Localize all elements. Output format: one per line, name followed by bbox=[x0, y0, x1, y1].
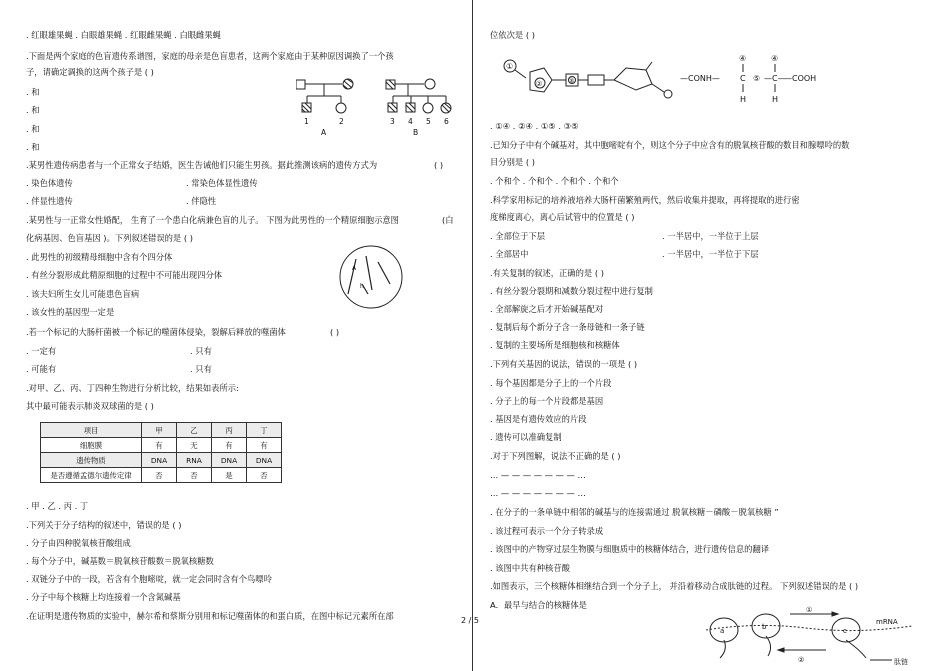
table-header: 丁 bbox=[247, 423, 282, 438]
text-line: 其中最可能表示肺炎双球菌的是 ( ) bbox=[26, 401, 154, 411]
pedigree-num: 4 bbox=[408, 117, 413, 126]
option: . 该图中共有种核苷酸 bbox=[490, 563, 570, 573]
table-cell: 否 bbox=[247, 468, 282, 483]
option: . 和 bbox=[26, 105, 40, 115]
option: . 每个分子中，碱基数＝脱氧核苷酸数＝脱氧核糖数 bbox=[26, 556, 214, 566]
question-line: .某男性与一正常女性婚配， 生育了一个患白化病兼色盲的儿子。 下图为此男性的一个精原细胞示意图 bbox=[26, 215, 399, 225]
question-line: .在证明是遗传物质的实验中，赫尔希和蔡斯分别用和标记噬菌体的和蛋白质，在图中标记元素所在部 bbox=[26, 611, 394, 621]
struct-label: ① bbox=[506, 62, 514, 71]
table-cell: 遗传物质 bbox=[41, 453, 142, 468]
option: . 复制后每个新分子含一条母链和一条子链 bbox=[490, 322, 645, 332]
option: . 该女性的基因型一定是 bbox=[26, 307, 115, 317]
text-line: 度梯度离心，离心后试管中的位置是 ( ) bbox=[490, 212, 635, 222]
table-cell: 是否遵循孟德尔遗传定律 bbox=[41, 468, 142, 483]
option: A．最早与结合的核糖体是 bbox=[490, 600, 587, 610]
option: . 和 bbox=[26, 124, 40, 134]
table-cell: 无 bbox=[177, 438, 212, 453]
question-line: .某男性遗传病患者与一个正常女子结婚，医生告诫他们只能生男孩。据此推测该病的遗传方式为 bbox=[26, 160, 378, 170]
struct-formula: C bbox=[740, 74, 746, 83]
table-header: 甲 bbox=[142, 423, 177, 438]
option: . 伴显性遗传 bbox=[26, 196, 73, 206]
struct-formula: —CONH— bbox=[680, 74, 720, 83]
table-header: 乙 bbox=[177, 423, 212, 438]
pedigree-num: 5 bbox=[426, 117, 431, 126]
struct-formula: —C— bbox=[764, 74, 786, 83]
option: . 该图中的产物穿过层生物膜与细胞质中的核糖体结合，进行遗传信息的翻译 bbox=[490, 544, 770, 554]
option: . 有丝分裂分裂期和减数分裂过程中进行复制 bbox=[490, 286, 653, 296]
table-cell: 否 bbox=[142, 468, 177, 483]
option: . 甲 . 乙 . 丙 . 丁 bbox=[26, 501, 89, 511]
table-cell: 有 bbox=[142, 438, 177, 453]
table-row bbox=[41, 423, 282, 438]
option: . 此男性的初级精母细胞中含有个四分体 bbox=[26, 252, 173, 262]
option: . 一半居中，一半位于下层 bbox=[662, 249, 759, 259]
struct-label: ④ bbox=[739, 54, 747, 63]
option: . 全部解旋之后才开始碱基配对 bbox=[490, 304, 604, 314]
option: . 个和个 . 个和个 . 个和个 . 个和个 bbox=[490, 176, 619, 186]
table-row bbox=[41, 453, 282, 468]
struct-formula: H bbox=[740, 95, 747, 104]
table-cell: RNA bbox=[177, 453, 212, 468]
pedigree-label: A bbox=[321, 128, 327, 137]
option: . 双链分子中的一段，若含有个胞嘧啶，就一定会同时含有个鸟嘌呤 bbox=[26, 574, 272, 584]
question-line: .对于下列图解，说法不正确的是 ( ) bbox=[490, 451, 621, 461]
option: . 该过程可表示一个分子转录成 bbox=[490, 526, 604, 536]
option: . 染色体遗传 bbox=[26, 178, 73, 188]
option: . 可能有 bbox=[26, 364, 57, 374]
option: . 复制的主要场所是细胞核和核糖体 bbox=[490, 340, 620, 350]
svg-text:h: h bbox=[360, 283, 364, 290]
option: . 只有 bbox=[190, 346, 212, 356]
table-row bbox=[41, 438, 282, 453]
option: . ①④ . ②④ . ①⑤ . ③⑤ bbox=[490, 121, 579, 131]
ribo-label: 肽链 bbox=[894, 658, 908, 666]
answer-paren: ( ) bbox=[434, 160, 444, 170]
question-line: .对甲、乙、丙、丁四种生物进行分析比较，结果如表所示: bbox=[26, 383, 239, 393]
struct-formula: H bbox=[772, 95, 779, 104]
table-cell: DNA bbox=[212, 453, 247, 468]
organism-table bbox=[40, 422, 282, 483]
page-number: 2 / 5 bbox=[461, 616, 479, 625]
question-line: .下列关于分子结构的叙述中，错误的是 ( ) bbox=[26, 520, 182, 530]
question-line: .下面是两个家庭的色盲遗传系谱图，家庭的母亲是色盲患者，这两个家庭由于某种原因调换了一个孩 bbox=[26, 51, 394, 61]
answer-paren: ( ) bbox=[330, 327, 340, 337]
option: . 伴隐性 bbox=[186, 196, 217, 206]
table-cell: 细胞膜 bbox=[41, 438, 142, 453]
pedigree-num: 3 bbox=[390, 117, 395, 126]
table-header: 项目 bbox=[41, 423, 142, 438]
question-line: .如图表示，三个核糖体相继结合到一个分子上， 并沿着移动合成肽链的过程。 下列叙述错误的是 ( ) bbox=[490, 581, 859, 591]
option: . 有丝分裂形成此精原细胞的过程中不可能出现四分体 bbox=[26, 270, 223, 280]
question-line: .有关复制的叙述，正确的是 ( ) bbox=[490, 268, 604, 278]
question-line: .若一个标记的大肠杆菌被一个标记的噬菌体侵染，裂解后释放的噬菌体 bbox=[26, 327, 286, 337]
option: . 分子由四种脱氧核苷酸组成 bbox=[26, 538, 131, 548]
table-cell: DNA bbox=[142, 453, 177, 468]
ribo-label: b bbox=[762, 623, 767, 631]
table-header: 丙 bbox=[212, 423, 247, 438]
option: . 和 bbox=[26, 142, 40, 152]
option: . 分子上的每一个片段都是基因 bbox=[490, 396, 604, 406]
text-line: 子，请确定调换的这两个孩子是 ( ) bbox=[26, 67, 154, 77]
text-line: 位依次是 ( ) bbox=[490, 30, 535, 40]
column-divider bbox=[472, 0, 473, 671]
ribosome-figure bbox=[706, 604, 912, 668]
pedigree-figure bbox=[296, 72, 456, 138]
structure-figure bbox=[496, 50, 856, 110]
option: . 全部居中 bbox=[490, 249, 529, 259]
table-cell: 是 bbox=[212, 468, 247, 483]
pedigree-num: 6 bbox=[444, 117, 449, 126]
option: . 一半居中，一半位于上层 bbox=[662, 231, 759, 241]
text-line: 化病基因、色盲基因 )。下列叙述错误的是 ( ) bbox=[26, 233, 193, 243]
struct-label: ③ bbox=[568, 77, 575, 85]
pedigree-num: 2 bbox=[339, 117, 344, 126]
option: . 和 bbox=[26, 87, 40, 97]
ribo-label: mRNA bbox=[876, 618, 898, 626]
table-cell: 否 bbox=[177, 468, 212, 483]
question-line: .科学家用标记的培养液培养大肠杆菌繁殖两代，然后收集并提取，再将提取的进行密 bbox=[490, 195, 800, 205]
ribo-label: ① bbox=[806, 606, 813, 614]
option: . 分子中每个核糖上均连接着一个含氮碱基 bbox=[26, 592, 181, 602]
text-fragment: (白 bbox=[442, 215, 454, 225]
option: . 基因是有遗传效应的片段 bbox=[490, 414, 587, 424]
table-row bbox=[41, 468, 282, 483]
ribo-label: ② bbox=[798, 656, 805, 664]
option: . 一定有 bbox=[26, 346, 57, 356]
option: . 全部位于下层 bbox=[490, 231, 546, 241]
ribo-label: c bbox=[843, 627, 847, 635]
option: . 遗传可以准确复制 bbox=[490, 432, 562, 442]
pedigree-male bbox=[296, 80, 305, 89]
table-cell: 有 bbox=[212, 438, 247, 453]
pedigree-num: 1 bbox=[304, 117, 309, 126]
text-line: . 红眼雄果蝇 . 白眼雄果蝇 . 红眼雌果蝇 . 白眼雌果蝇 bbox=[26, 30, 221, 40]
strand-line: … — — — — — — — … bbox=[490, 470, 586, 480]
strand-line: … — — — — — — — … bbox=[490, 488, 586, 498]
cell-figure bbox=[338, 244, 404, 310]
struct-label: ② bbox=[536, 80, 543, 88]
option: . 每个基因都是分子上的一个片段 bbox=[490, 378, 612, 388]
pedigree-label: B bbox=[413, 128, 419, 137]
svg-text:A: A bbox=[352, 265, 357, 272]
question-line: .已知分子中有个碱基对，其中胞嘧啶有个，则这个分子中应含有的脱氧核苷酸的数目和腺嘌呤的数 bbox=[490, 140, 850, 150]
option: . 只有 bbox=[190, 364, 212, 374]
struct-formula: —COOH bbox=[784, 74, 817, 83]
option: . 在分子的一条单链中相邻的碱基与的连接需通过 脱氧核糖－磷酸－脱氧核糖 ” bbox=[490, 507, 779, 517]
table-cell: DNA bbox=[247, 453, 282, 468]
option: . 常染色体显性遗传 bbox=[186, 178, 258, 188]
ribo-label: a bbox=[720, 627, 725, 635]
struct-label: ⑤ bbox=[753, 74, 761, 83]
question-line: .下列有关基因的说法，错误的一项是 ( ) bbox=[490, 359, 638, 369]
text-line: 目分别是 ( ) bbox=[490, 157, 535, 167]
struct-label: ④ bbox=[771, 54, 779, 63]
option: . 该夫妇所生女儿可能患色盲病 bbox=[26, 289, 140, 299]
table-cell: 有 bbox=[247, 438, 282, 453]
